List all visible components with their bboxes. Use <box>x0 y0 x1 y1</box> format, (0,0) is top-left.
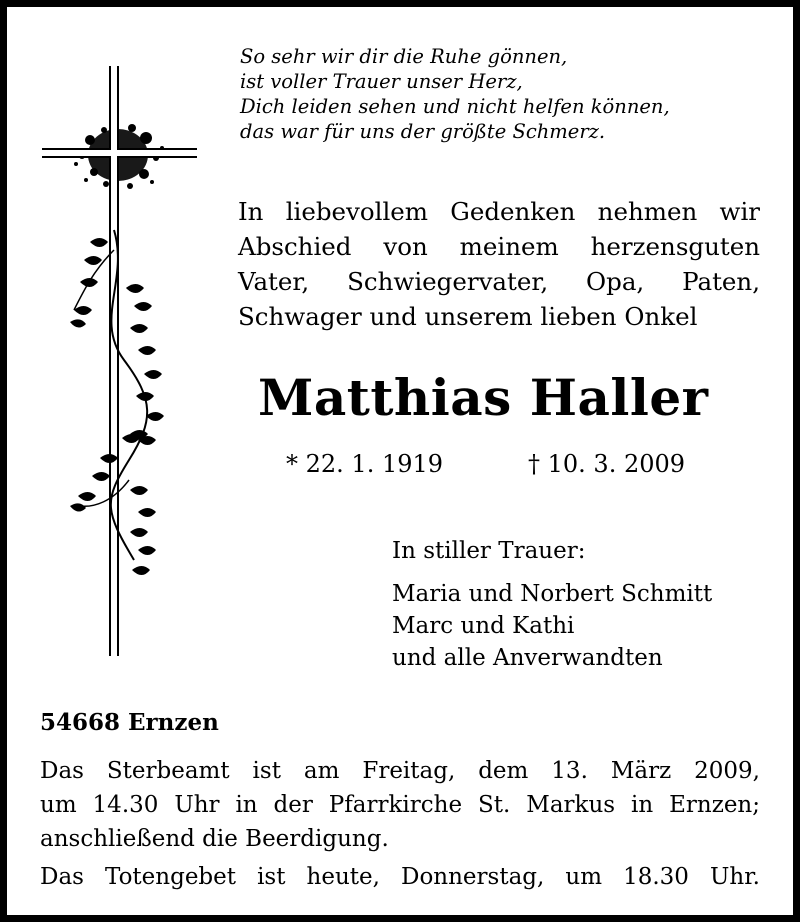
funeral-details <box>40 754 760 856</box>
cross-with-vine-icon <box>34 60 204 660</box>
deceased-name: Matthias Haller <box>258 368 709 427</box>
intro-line: Schwager und unserem lieben Onkel <box>238 302 698 331</box>
death-date: † 10. 3. 2009 <box>528 450 686 478</box>
details-line: Das Sterbeamt ist am Freitag, dem 13. März 2009, <box>40 758 760 784</box>
mourner-line: Marc und Kathi <box>392 613 575 639</box>
intro-line: Vater, Schwiegervater, Opa, Paten, <box>238 267 760 296</box>
intro-line: Abschied von meinem herzensguten <box>238 232 760 261</box>
mourner-line: Maria und Norbert Schmitt <box>392 581 713 607</box>
birth-date: * 22. 1. 1919 <box>286 450 444 478</box>
memorial-poem <box>240 44 670 144</box>
details-line: anschließend die Beerdigung. <box>40 826 389 852</box>
mourners-list <box>392 578 712 674</box>
poem-line: So sehr wir dir die Ruhe gönnen, <box>240 45 568 68</box>
poem-line: das war für uns der größte Schmerz. <box>240 120 606 143</box>
place-heading: 54668 Ernzen <box>40 709 219 736</box>
mourner-line: und alle Anverwandten <box>392 645 663 671</box>
prayer-notice: Das Totengebet ist heute, Donnerstag, um 18.30 Uhr. <box>40 864 760 890</box>
farewell-text <box>238 194 760 334</box>
poem-line: Dich leiden sehen und nicht helfen können, <box>240 95 670 118</box>
mourning-title: In stiller Trauer: <box>392 538 586 564</box>
poem-line: ist voller Trauer unser Herz, <box>240 70 523 93</box>
details-line: um 14.30 Uhr in der Pfarrkirche St. Markus in Ernzen; <box>40 792 760 818</box>
intro-line: In liebevollem Gedenken nehmen wir <box>238 197 760 226</box>
